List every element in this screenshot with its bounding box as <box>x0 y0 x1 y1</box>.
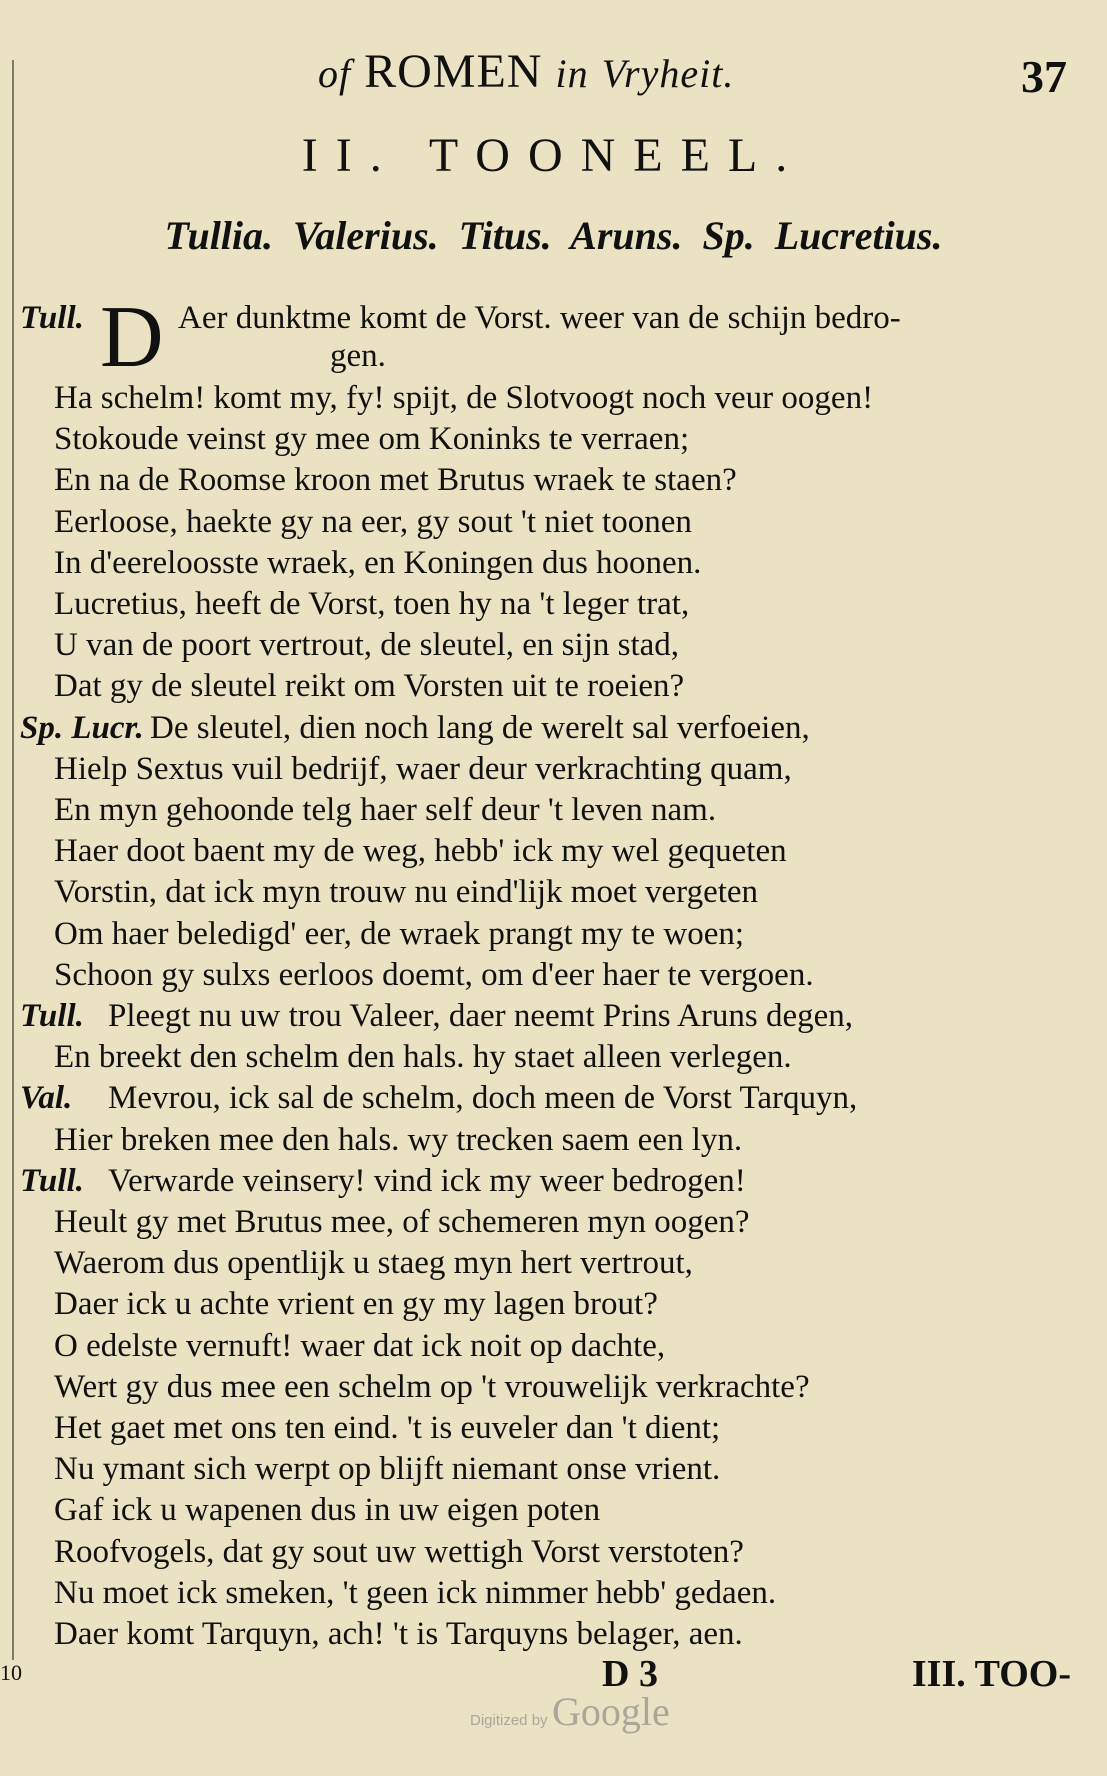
verse-text: En na de Roomse kroon met Brutus wraek te staen? <box>54 462 737 499</box>
verse-text: Daer ick u achte vrient en gy my lagen brout? <box>54 1286 658 1323</box>
catchword: III. TOO- <box>911 1653 1071 1695</box>
verse-text: Nu ymant sich werpt op blijft niemant onse vrient. <box>54 1451 721 1488</box>
verse-line <box>0 378 1107 419</box>
verse-line <box>0 749 1107 790</box>
drop-cap: D <box>100 289 164 386</box>
verse-line <box>0 502 1107 543</box>
verse-line <box>0 1367 1107 1408</box>
verse-line <box>0 1284 1107 1325</box>
speaker-label: Tull. <box>20 1162 84 1199</box>
verse-text: Pleegt nu uw trou Valeer, daer neemt Prins Aruns degen, <box>108 998 853 1034</box>
verse-text: Stokoude veinst gy mee om Koninks te verraen; <box>54 421 690 458</box>
verse-line <box>0 1078 1107 1119</box>
verse-line <box>0 1490 1107 1531</box>
verse-text: Verwarde veinsery! vind ick my weer bedrogen! <box>108 1162 746 1199</box>
verse-line <box>0 1408 1107 1449</box>
verse-text: In d'eereloosste wraek, en Koningen dus hoonen. <box>54 544 702 581</box>
verse-line <box>0 419 1107 460</box>
verse-text: Daer komt Tarquyn, ach! 't is Tarquyns belager, aen. <box>54 1616 743 1652</box>
verse-line <box>0 790 1107 831</box>
running-head-main: ROMEN <box>364 45 543 98</box>
verse-line <box>0 831 1107 872</box>
verse-text: O edelste vernuft! waer dat ick noit op dachte, <box>54 1327 666 1364</box>
digitization-watermark <box>470 1688 670 1735</box>
verse-text: Vorstin, dat ick myn trouw nu eind'lijk moet vergeten <box>54 874 759 911</box>
watermark-logo: Google <box>552 1689 670 1734</box>
verse-text: Lucretius, heeft de Vorst, toen hy na 't leger trat, <box>54 586 690 622</box>
verse-text: En breekt den schelm den hals. hy staet alleen verlegen. <box>54 1039 792 1076</box>
verse-line <box>0 708 1107 749</box>
verse-text: En myn gehoonde telg haer self deur 't leven nam. <box>54 792 717 828</box>
verse-line <box>0 1161 1107 1202</box>
verse-line <box>0 955 1107 996</box>
verse-line <box>0 1120 1107 1161</box>
verse-line <box>0 1449 1107 1490</box>
verse-text: Waerom dus opentlijk u staeg myn hert vertrout, <box>54 1245 693 1282</box>
verse-line <box>0 1037 1107 1078</box>
verse-line <box>0 1614 1107 1655</box>
page-header <box>0 36 1107 116</box>
running-head-mid: in <box>555 51 589 96</box>
verse-line-2 <box>0 336 1107 377</box>
verse-text: Eerloose, haekte gy na eer, gy sout 't niet toonen <box>54 503 692 540</box>
verse-line <box>0 872 1107 913</box>
verse-line <box>0 996 1107 1037</box>
verse-text: gen. <box>330 338 386 374</box>
verse-text: Mevrou, ick sal de schelm, doch meen de Vorst Tarquyn, <box>108 1080 858 1117</box>
margin-mark: 10 <box>0 1660 22 1685</box>
verse-text: Om haer beledigd' eer, de wraek prangt my te woen; <box>54 915 745 952</box>
verse-text: Nu moet ick smeken, 't geen ick nimmer hebb' gedaen. <box>54 1574 777 1611</box>
verse-text: Roofvogels, dat gy sout uw wettigh Vorst verstoten? <box>54 1533 744 1570</box>
verse-text: Schoon gy sulxs eerloos doemt, om d'eer haer te vergoen. <box>54 956 814 993</box>
running-head-suffix: Vryheit. <box>601 51 735 96</box>
verse-text: Ha schelm! komt my, fy! spijt, de Slotvoogt noch veur oogen! <box>54 380 874 416</box>
verse-text: Wert gy dus mee een schelm op 't vrouwelijk verkrachte? <box>54 1368 810 1405</box>
scene-title: II. TOONEEL. <box>301 129 806 182</box>
verse-line <box>0 1573 1107 1614</box>
running-head <box>318 44 734 99</box>
verse-line <box>0 1243 1107 1284</box>
verse-text: Haer doot baent my de weg, hebb' ick my wel gequeten <box>54 833 787 870</box>
verse-text: Aer dunktme komt de Vorst. weer van de schijn bedro- <box>178 300 901 336</box>
verse-text: Heult gy met Brutus mee, of schemeren myn oogen? <box>54 1204 750 1240</box>
verse-line <box>0 543 1107 584</box>
verse-text: U van de poort vertrout, de sleutel, en sijn stad, <box>54 627 680 664</box>
verse-text: De sleutel, dien noch lang de werelt sal verfoeien, <box>150 709 810 746</box>
verse-text: Gaf ick u wapenen dus in uw eigen poten <box>54 1492 601 1529</box>
running-head-prefix: of <box>318 51 352 96</box>
verse-text: Hier breken mee den hals. wy trecken saem een lyn. <box>54 1121 743 1158</box>
page-number: 37 <box>1021 51 1067 102</box>
speaker-label: Tull. <box>20 998 84 1034</box>
verse-text: Dat gy de sleutel reikt om Vorsten uit te roeien? <box>54 668 685 705</box>
verse-text: Hielp Sextus vuil bedrijf, waer deur verkrachting quam, <box>54 750 792 787</box>
character-list: Tullia. Valerius. Titus. Aruns. Sp. Lucretius. <box>164 213 943 258</box>
verse-line <box>0 625 1107 666</box>
verse-line <box>0 914 1107 955</box>
speaker-label: Val. <box>20 1080 73 1117</box>
verse-line <box>0 460 1107 501</box>
speaker-label: Sp. Lucr. <box>20 709 144 746</box>
verse-line <box>0 1532 1107 1573</box>
watermark-small: Digitized by <box>470 1712 548 1729</box>
verse-line <box>0 584 1107 625</box>
verse-line <box>0 666 1107 707</box>
verse-line <box>0 1202 1107 1243</box>
verse-text: Het gaet met ons ten eind. 't is euveler dan 't dient; <box>54 1410 721 1446</box>
verse-line <box>0 1326 1107 1367</box>
speaker-label: Tull. <box>20 300 84 336</box>
signature-mark: D 3 <box>602 1653 658 1695</box>
